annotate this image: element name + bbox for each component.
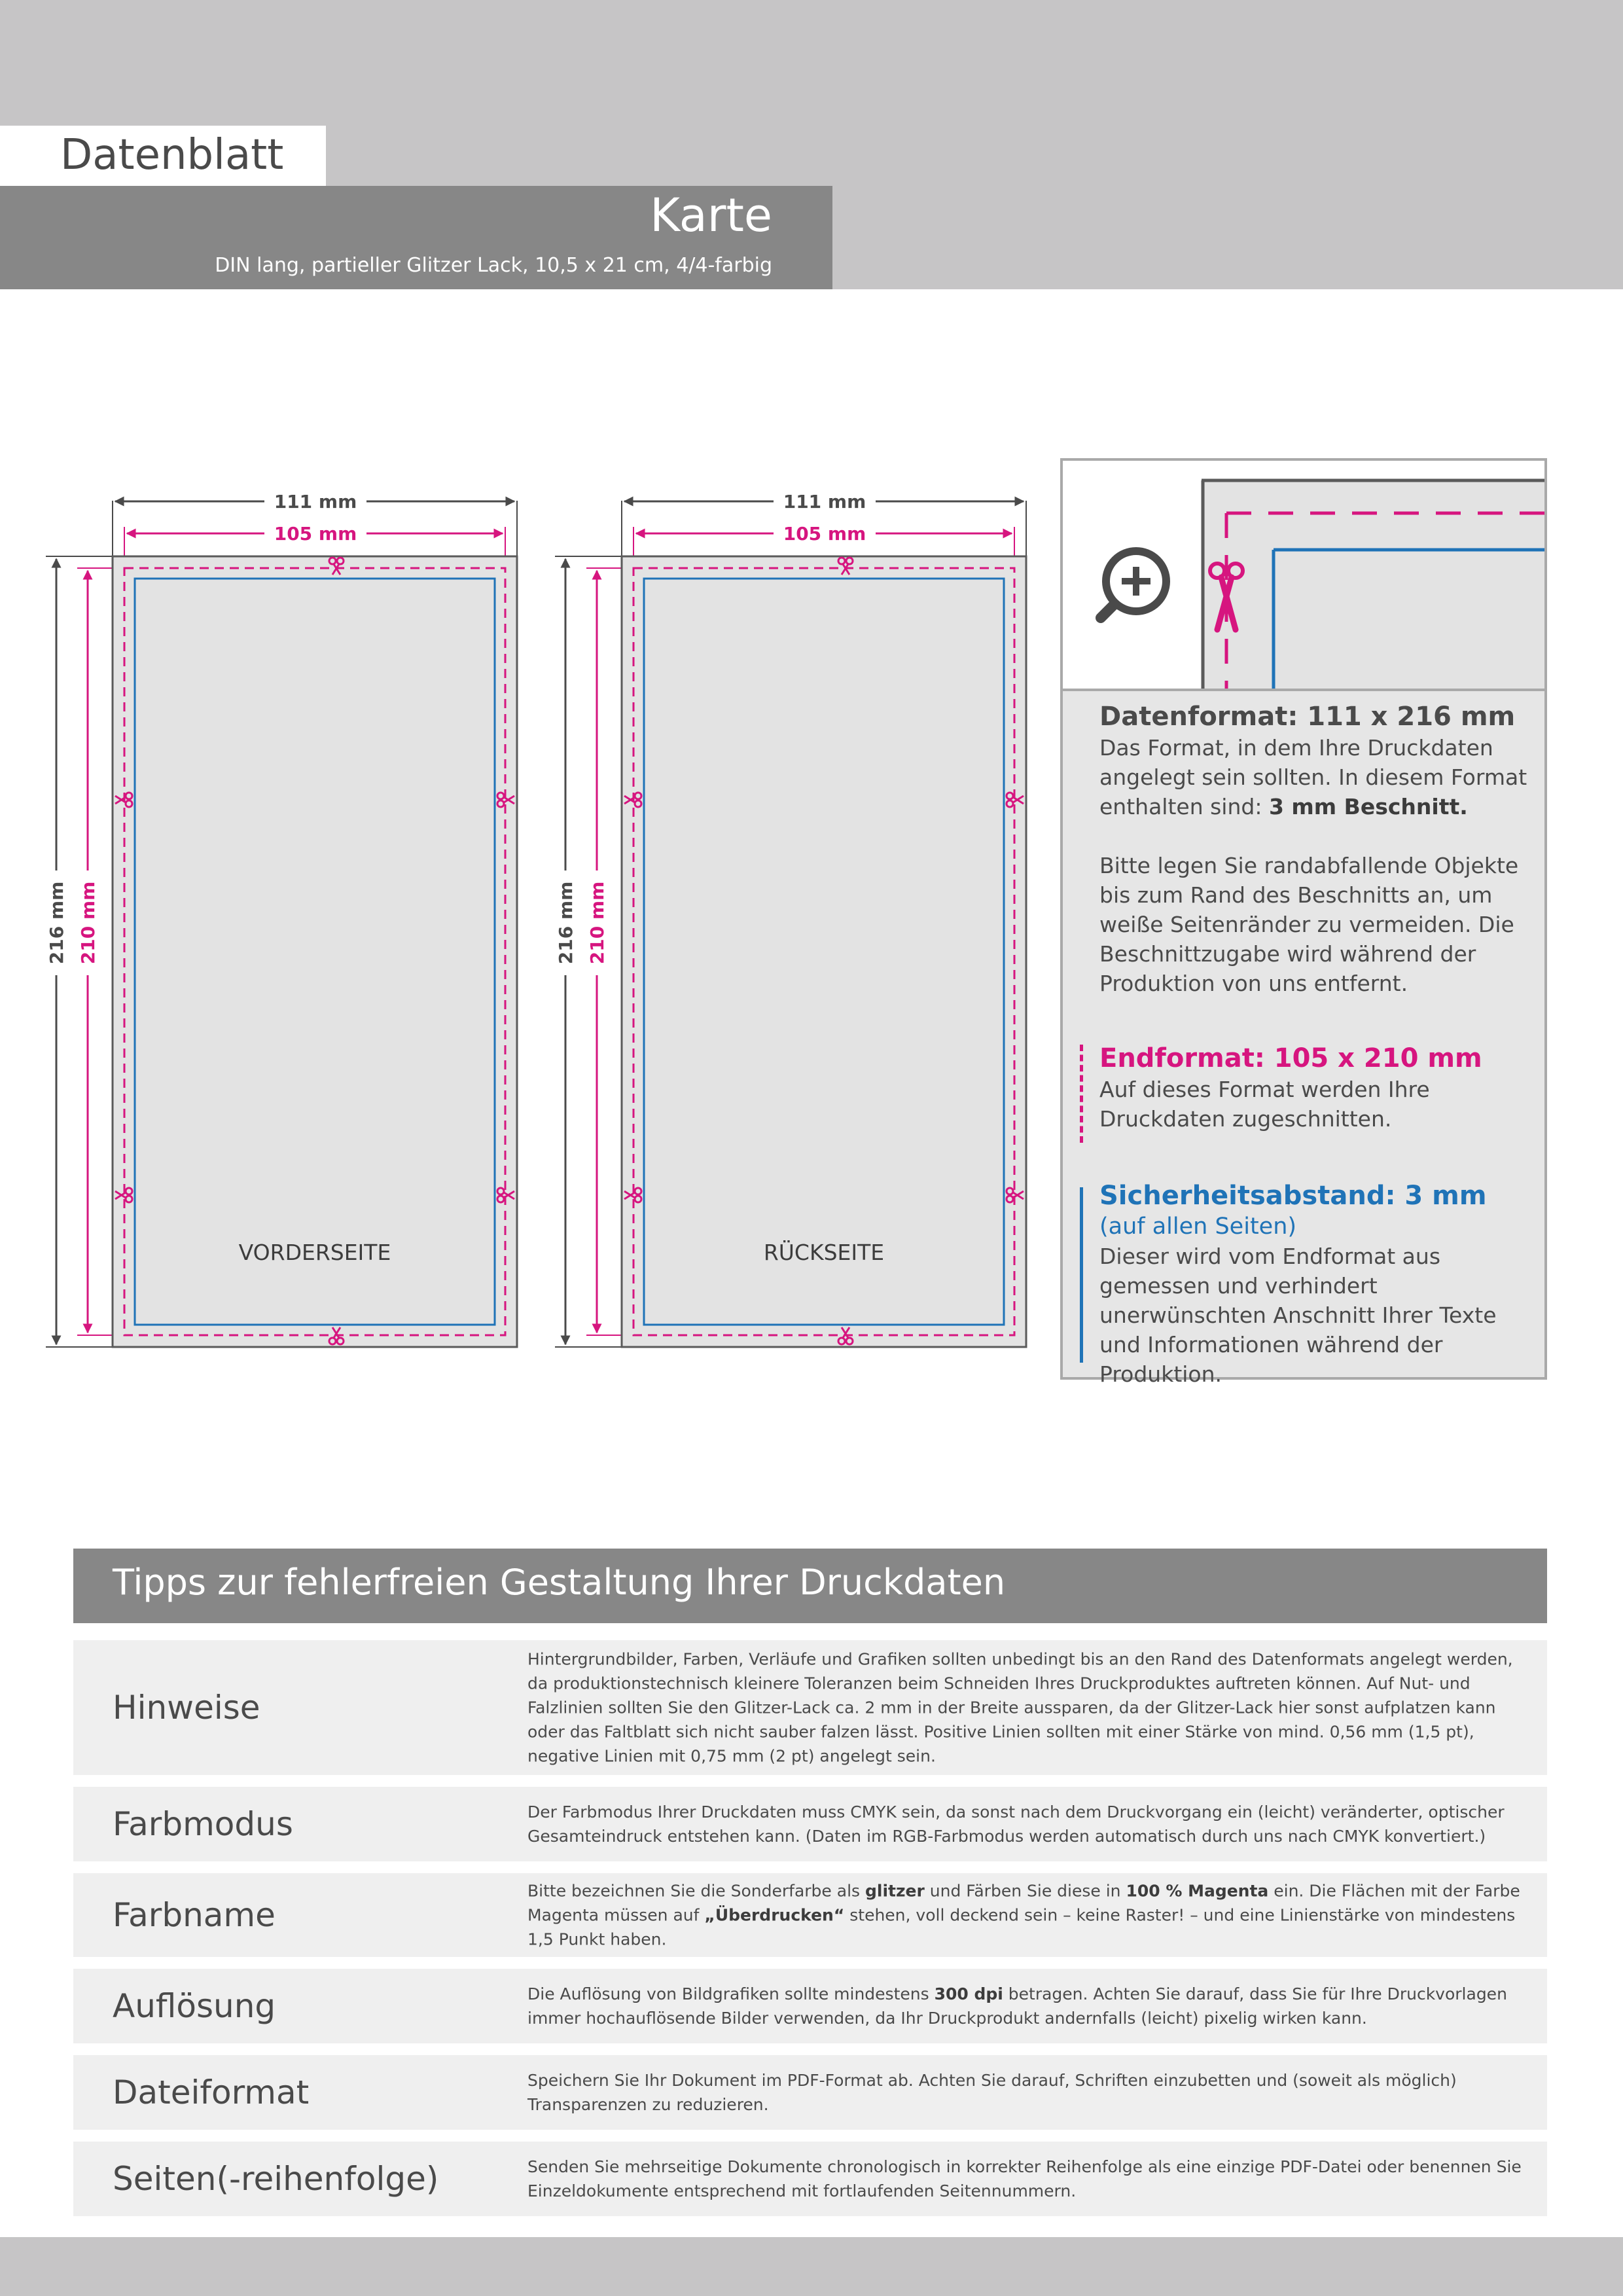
data-format-title: Datenformat: 111 x 216 mm <box>1099 702 1516 732</box>
safety-text: Dieser wird vom Endformat aus gemessen und verhindert unerwünschten Anschnitt Ihrer Texte und Informationen während der Produktion. <box>1099 1244 1497 1387</box>
back-width-data: 111 mm <box>783 491 866 512</box>
format-info-panel <box>1060 458 1547 1387</box>
back-height-final: 210 mm <box>586 881 608 965</box>
title-band <box>0 186 832 289</box>
front-height-data: 216 mm <box>46 881 67 965</box>
tip-row-farbmodus <box>73 1787 1547 1861</box>
data-format-block <box>1099 700 1535 998</box>
zoom-illustration <box>1063 461 1544 689</box>
front-card <box>46 491 517 1347</box>
tip-row-seiten <box>73 2142 1547 2216</box>
tip-text: Hintergrundbilder, Farben, Verläufe und Grafiken sollten unbedingt bis an den Rand des Datenformats angelegt werden, da produktionstechnisch kleinere Toleranzen beim Schneiden Ihres Druckproduktes auftreten können. Auf Nut- und Falzlinien sollten Sie den Glitzer-Lack ca. 2 mm in der Breite aussparen, da der Glitzer-Lack hier sonst aufplatzen kann oder das Faltblatt sich nicht sauber falzen lässt. Positive Linien sollten mit einer Stärke von mind. 0,56 mm (1,5 pt), negative Linien mit 0,75 mm (2 pt) angelegt sein. <box>527 1649 1513 1766</box>
back-card <box>555 491 1026 1347</box>
tip-label: Farbmodus <box>113 1805 293 1843</box>
tip-row-aufloesung <box>73 1969 1547 2043</box>
tips-heading: Tipps zur fehlerfreien Gestaltung Ihrer Druckdaten <box>113 1562 1006 1603</box>
data-format-text2: Bitte legen Sie randabfallende Objekte bis zum Rand des Beschnitts an, um weiße Seitenränder zu vermeiden. Die Beschnittzugabe wird während der Produktion von uns entfernt. <box>1099 853 1519 996</box>
front-width-final: 105 mm <box>274 523 357 545</box>
front-label: VORDERSEITE <box>238 1240 391 1265</box>
front-height-final: 210 mm <box>77 881 99 965</box>
end-format-dashed-marker <box>1080 1045 1083 1143</box>
card-format-diagrams <box>0 452 1047 1368</box>
magnifier-plus-icon <box>1101 551 1166 618</box>
safety-title: Sicherheitsabstand: 3 mm <box>1099 1181 1487 1211</box>
back-width-final: 105 mm <box>783 523 866 545</box>
doc-label-box <box>0 126 326 186</box>
tip-text: Speichern Sie Ihr Dokument im PDF-Format ab. Achten Sie darauf, Schriften einzubetten und (soweit als möglich) Transparenzen zu reduzieren. <box>527 2071 1457 2114</box>
tip-label: Farbname <box>113 1896 276 1934</box>
safety-solid-marker <box>1080 1187 1083 1363</box>
footer-band <box>0 2237 1623 2296</box>
front-width-data: 111 mm <box>274 491 357 512</box>
tip-text: Bitte bezeichnen Sie die Sonderfarbe als glitzer und Färben Sie diese in 100 % Magenta ein. Die Flächen mit der Farbe Magenta müssen auf „Überdrucken“ stehen, voll deckend sein – keine Raster! – und eine Linienstärke von mindestens 1,5 Punkt haben. <box>527 1881 1520 1949</box>
tip-text: Senden Sie mehrseitige Dokumente chronologisch in korrekter Reihenfolge als eine einzige PDF-Datei oder benennen Sie Einzeldokumente entsprechend mit fortlaufenden Seitennummern. <box>527 2157 1522 2200</box>
tip-label: Auflösung <box>113 1987 276 2025</box>
tip-row-hinweise <box>73 1640 1547 1775</box>
tip-label: Seiten(-reihenfolge) <box>113 2160 439 2198</box>
tips-heading-bar <box>73 1549 1547 1623</box>
end-format-title: Endformat: 105 x 210 mm <box>1099 1043 1482 1073</box>
doc-label: Datenblatt <box>60 131 284 179</box>
tip-text: Die Auflösung von Bildgrafiken sollte mindestens 300 dpi betragen. Achten Sie darauf, dass Sie für Ihre Druckvorlagen immer hochauflösende Bilder verwenden, da Ihr Druckprodukt andernfalls (leicht) pixelig wirken kann. <box>527 1984 1507 2028</box>
end-format-text: Auf dieses Format werden Ihre Druckdaten zugeschnitten. <box>1099 1077 1430 1132</box>
tip-label: Hinweise <box>113 1689 260 1727</box>
tip-row-farbname <box>73 1873 1547 1957</box>
back-label: RÜCKSEITE <box>763 1240 885 1265</box>
product-subtitle: DIN lang, partieller Glitzer Lack, 10,5 x 21 cm, 4/4-farbig <box>215 254 772 277</box>
product-title: Karte <box>650 188 772 242</box>
zoom-detail <box>1063 461 1544 691</box>
data-format-text: Das Format, in dem Ihre Druckdaten angelegt sein sollten. In diesem Format enthalten sind: 3 mm Beschnitt. <box>1099 735 1527 819</box>
tip-label: Dateiformat <box>113 2073 310 2111</box>
safety-block <box>1099 1179 1535 1389</box>
safety-subtitle: (auf allen Seiten) <box>1099 1213 1297 1240</box>
back-height-data: 216 mm <box>555 881 577 965</box>
end-format-block <box>1099 1042 1535 1134</box>
tip-text: Der Farbmodus Ihrer Druckdaten muss CMYK sein, da sonst nach dem Druckvorgang ein (leicht) veränderter, optischer Gesamteindruck entstehen kann. (Daten im RGB-Farbmodus werden automatisch durch uns nach CMYK konvertiert.) <box>527 1803 1505 1846</box>
tip-row-dateiformat <box>73 2055 1547 2130</box>
